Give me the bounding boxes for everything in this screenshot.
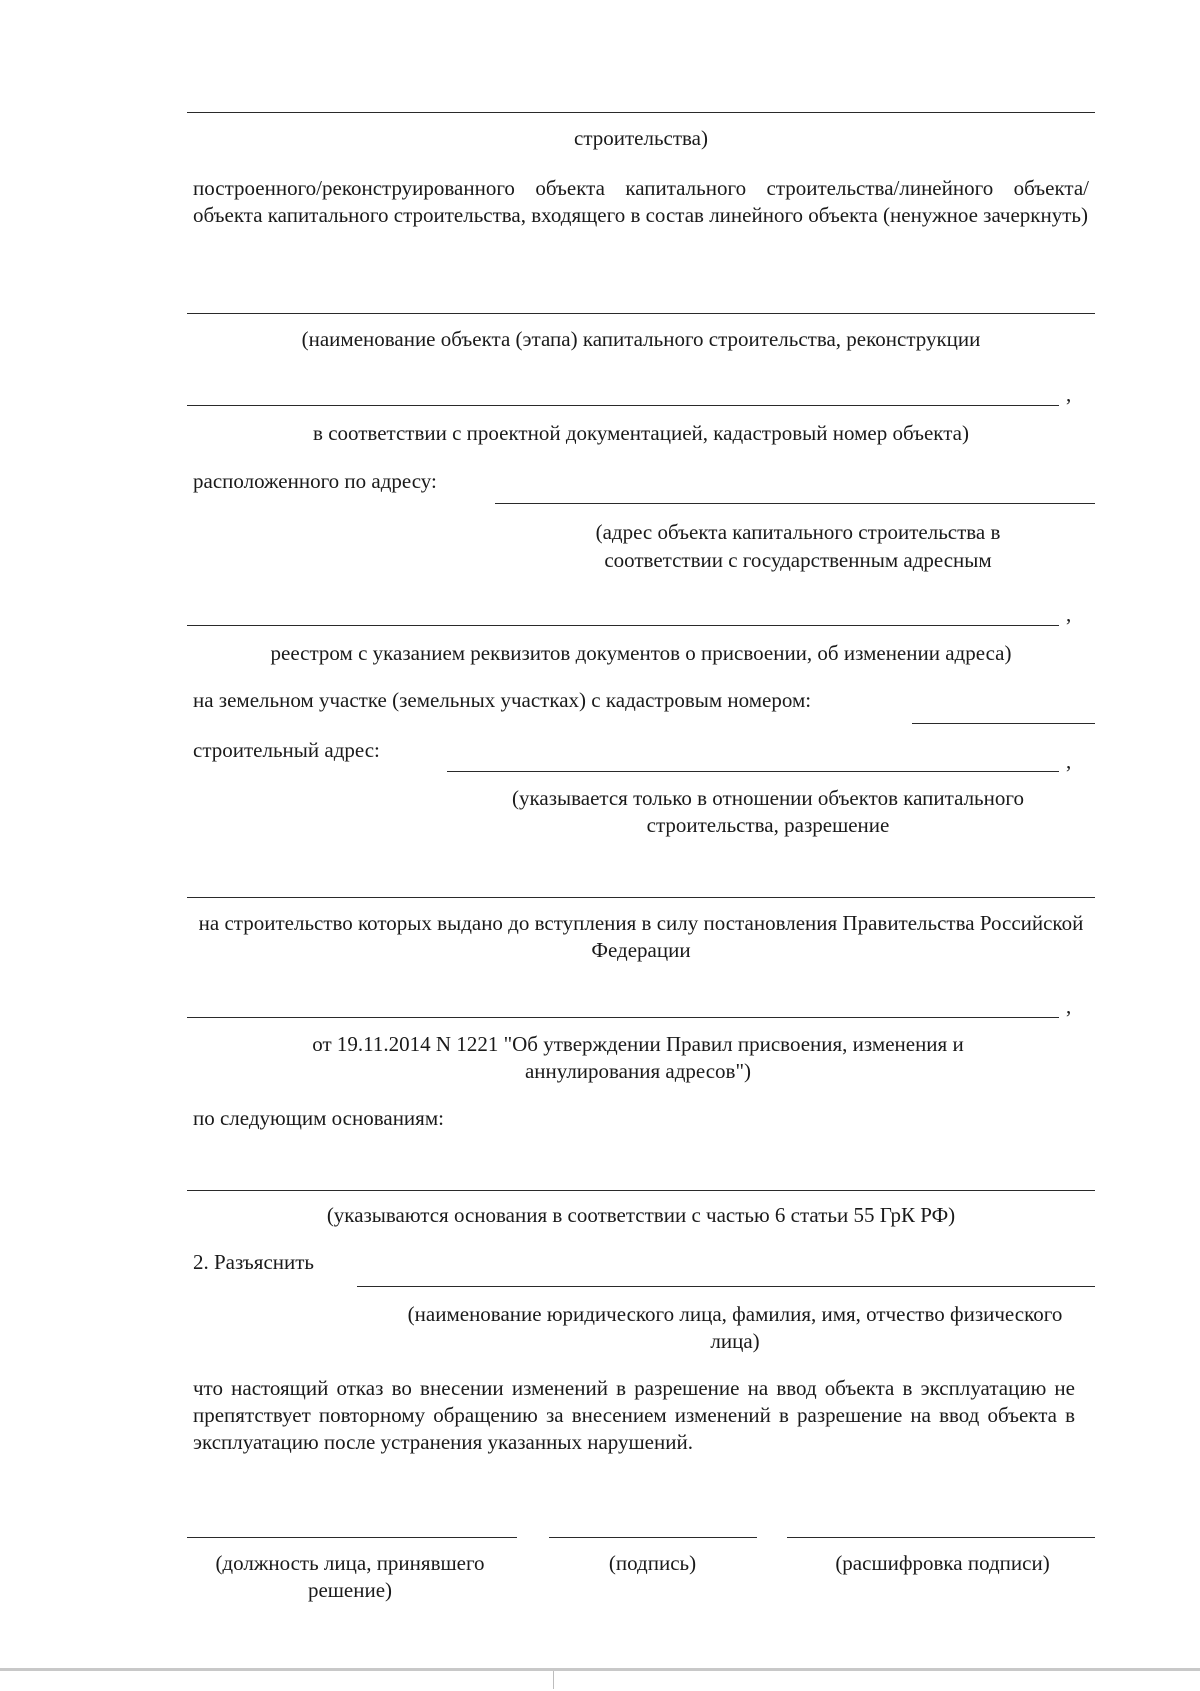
comma-2: , [1066,602,1072,626]
caption-signature-position: (должность лица, принявшего решение) [215,1551,485,1602]
paragraph-final: что настоящий отказ во внесении изменений в разрешение на ввод объекта в эксплуатацию не препятствует повторному обращению за внесением изменений в разрешение на ввод объекта в эксплуатацию после устранения указанных нарушений. [193,1376,1075,1454]
caption-address-2: реестром с указанием реквизитов документов о присвоении, об изменении адреса) [270,641,1012,665]
fill-line-build-2 [187,897,1095,898]
label-land-plot: на земельном участке (земельных участках) с кадастровым номером: [193,688,812,712]
fill-line-object-name [187,313,1095,314]
fill-line-top [187,112,1095,113]
caption-grounds: (указываются основания в соответствии с частью 6 статьи 55 ГрК РФ) [326,1203,956,1227]
scan-edge-bar [0,1668,1200,1671]
caption-build-1: (указывается только в отношении объектов капитального строительства, разрешение [512,786,1024,837]
label-located-at: расположенного по адресу: [193,469,437,493]
fill-line-build-address [447,771,1059,772]
signature-line-decoding [787,1537,1095,1538]
fill-line-build-3 [187,1017,1059,1018]
fill-line-address [495,503,1095,504]
label-grounds: по следующим основаниям: [193,1106,444,1130]
caption-object-name-1: (наименование объекта (этапа) капитального строительства, реконструкции [301,327,981,351]
fill-line-address-2 [187,625,1059,626]
fill-line-object-name-2 [187,405,1059,406]
paragraph-object-kind: построенного/реконструированного объекта капитального строительства/линейного объекта/объекта капитального строительства, входящего в состав линейного объекта (ненужное зачеркнуть) [193,176,1089,227]
caption-signature: (подпись) [608,1551,697,1575]
label-explain: 2. Разъяснить [193,1250,315,1274]
signature-line-position [187,1537,517,1538]
fill-line-cadastral [912,723,1095,724]
comma-4: , [1066,994,1072,1018]
caption-construction-end: строительства) [574,126,708,150]
comma-1: , [1066,382,1072,406]
caption-signature-decoding: (расшифровка подписи) [835,1551,1050,1575]
caption-build-2: на строительство которых выдано до вступления в силу постановления Правительства Российской Федерации [198,911,1084,962]
label-build-address: строительный адрес: [193,738,380,762]
caption-build-3: от 19.11.2014 N 1221 "Об утверждении Правил присвоения, изменения и аннулирования адресов") [312,1032,964,1083]
scan-edge-mark [553,1671,554,1689]
caption-address-1: (адрес объекта капитального строительства в соответствии с государственным адресным [595,520,1001,572]
fill-line-grounds [187,1190,1095,1191]
fill-line-person [357,1286,1095,1287]
comma-3: , [1066,749,1072,773]
caption-person: (наименование юридического лица, фамилия, имя, отчество физического лица) [407,1302,1063,1353]
signature-line-signature [549,1537,757,1538]
caption-object-name-2: в соответствии с проектной документацией, кадастровый номер объекта) [313,421,969,445]
